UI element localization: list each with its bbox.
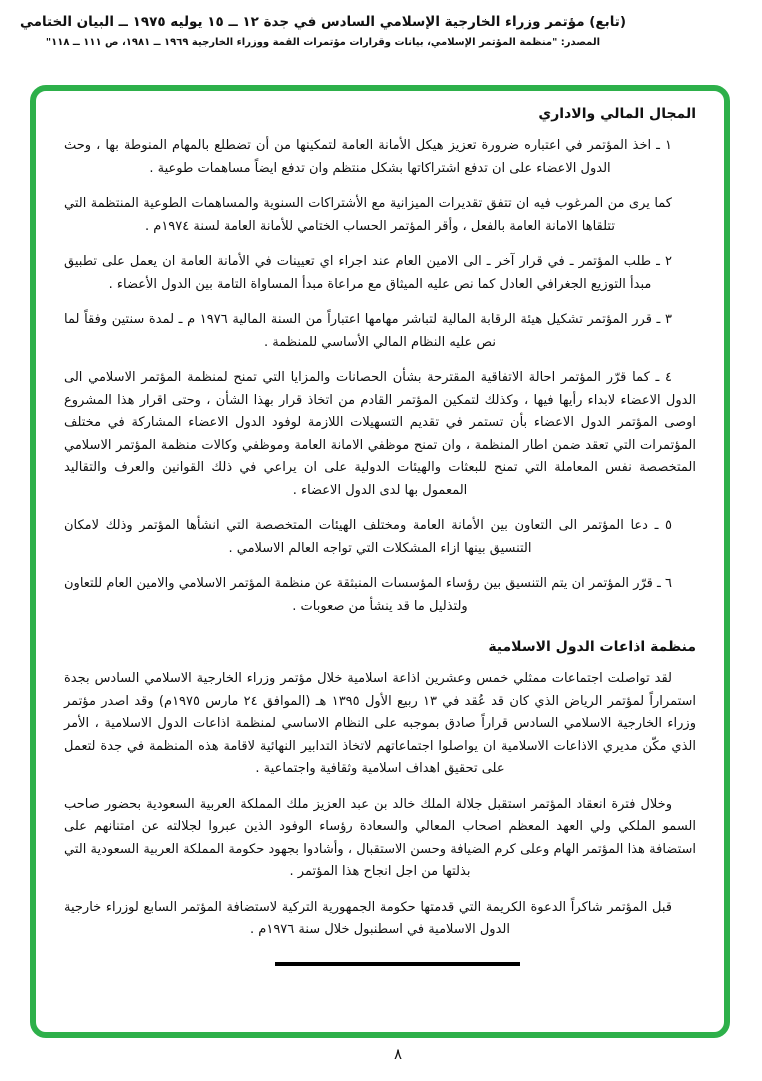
paragraph: ٥ ـ دعا المؤتمر الى التعاون بين الأمانة العامة ومختلف الهيئات المتخصصة التي انشأها المؤتمر وذلك لامكان التنسيق بينها ازاء المشكلات التي تواجه العالم الاسلامي .	[64, 518, 672, 556]
paragraph: قبل المؤتمر شاكراً الدعوة الكريمة التي قدمتها حكومة الجمهورية التركية لاستضافة المؤتمر السابع لوزراء خارجية الدول الاسلامية في اسطنبول خلال سنة ١٩٧٦م .	[64, 899, 672, 937]
paragraph: ١ ـ اخذ المؤتمر في اعتباره ضرورة تعزيز هيكل الأمانة العامة لتمكينها من أن تضطلع بالمهام المنوطة بها ، وحث الدول الاعضاء على ان تدفع اشتراكاتها بشكل منتظم وان تدفع ايضاً مساهمات طوعية .	[64, 138, 672, 176]
page-header	[0, 14, 704, 48]
paragraph: ٦ ـ قرّر المؤتمر ان يتم التنسيق بين رؤساء المؤسسات المنبثقة عن منظمة المؤتمر الاسلامي والامين العام للتعاون ولتذليل ما قد ينشأ من صعوبات .	[64, 576, 672, 614]
section-heading-financial-administrative: المجال المالي والاداري	[538, 106, 696, 122]
closing-rule	[275, 962, 520, 966]
paragraph: كما يرى من المرغوب فيه ان تتفق تقديرات الميزانية مع الأشتراكات السنوية والمساهمات الطوعية المنتظمة التي تتلقاها الامانة العامة بالفعل ، وأقر المؤتمر الحساب الختامي للأمانة العامة لسنة ١٩٧٤م .	[64, 196, 672, 234]
green-border-frame	[30, 85, 730, 1038]
paragraph: ٢ ـ طلب المؤتمر ـ في قرار آخر ـ الى الامين العام عند اجراء اي تعيينات في الأمانة العامة ان يعمل على تطبيق مبدأ التوزيع الجغرافي العادل كما نص عليه الميثاق مع مراعاة مبدأ المساواة التامة بين الدول الأعضاء .	[64, 254, 672, 292]
paragraph: وخلال فترة انعقاد المؤتمر استقبل جلالة الملك خالد بن عبد العزيز ملك المملكة العربية السعودية بحضور صاحب السمو الملكي ولي العهد المعظم اصحاب المعالي والسعادة رؤساء الوفود الذين عبروا لجلالته عن امتنانهم على استضافة هذا المؤتمر الهام وعلى كرم الضيافة وحسن الاستقبال ، وأشادوا بجهود حكومة المملكة العربية السعودية التي بذلتها من اجل انجاح هذا المؤتمر .	[64, 796, 696, 879]
page-title: (تابع) مؤتمر وزراء الخارجية الإسلامي السادس في جدة ١٢ ــ ١٥ يوليه ١٩٧٥ ــ البيان الختامي	[19, 14, 627, 30]
paragraph: لقد تواصلت اجتماعات ممثلي خمس وعشرين اذاعة اسلامية خلال مؤتمر وزراء الخارجية الاسلامي السادس بجدة استمراراً لمؤتمر الرياض الذي كان قد عُقد في ١٣ ربيع الأول ١٣٩٥ هـ (الموافق ٢٤ مارس ١٩٧٥م) وقد اصدر مؤتمر وزراء الخارجية الاسلامي السادس قراراً صادق بموجبه على النظام الاساسي لمنظمة اذاعات الدول الاسلامية ، الأمر الذي مكّن مديري الاذاعات الاسلامية ان يواصلوا اجتماعاتهم لاتخاذ التدابير النهائية لاقامة هذه المنظمة في جدة لتعمل على تحقيق اهداف اسلامية وثقافية واجتماعية .	[64, 671, 697, 776]
page-footer	[0, 1044, 762, 1063]
section-heading-islamic-states-broadcasting: منظمة اذاعات الدول الاسلامية	[488, 639, 696, 655]
page-number: ٨	[393, 1045, 403, 1063]
paragraph: ٣ ـ قرر المؤتمر تشكيل هيئة الرقابة المالية لتباشر مهامها اعتباراً من السنة المالية ١٩٧٦ م ـ لمدة سنتين وفقاً لما نص عليه النظام المالي الأساسي للمنظمة .	[64, 312, 672, 350]
paragraph: ٤ ـ كما قرّر المؤتمر احالة الاتفاقية المقترحة بشأن الحصانات والمزايا التي تمنح لمنظمة المؤتمر الاسلامي الى الدول الاعضاء لابداء رأيها فيها ، وكذلك لتمكين المؤتمر القادم من اتخاذ قرار بهذا الشأن ، وحتى اقرار هذا المشروع اوصى المؤتمر الدول الاعضاء بأن تستمر في تقديم التسهيلات اللازمة لوفود الدول الاعضاء المشاركة في مختلف المؤتمرات التي تعقد ضمن اطار المنظمة ، وان تمنح موظفي الامانة العامة وموظفي وكالات منظمة المؤتمر الاسلامي المتخصصة نفس المعاملة التي تمنح للبعثات والهيئات الدولية على ان يراعي في ذلك القوانين والعرف والتقاليد المعمول بها لدى الدول الاعضاء .	[64, 370, 696, 498]
source-citation: المصدر: "منظمة المؤتمر الإسلامي، بيانات وقرارات مؤتمرات القمة ووزراء الخارجية ١٩٦٩ ــ ١٩٨١، ص ١١١ ــ ١١٨"	[45, 37, 601, 48]
